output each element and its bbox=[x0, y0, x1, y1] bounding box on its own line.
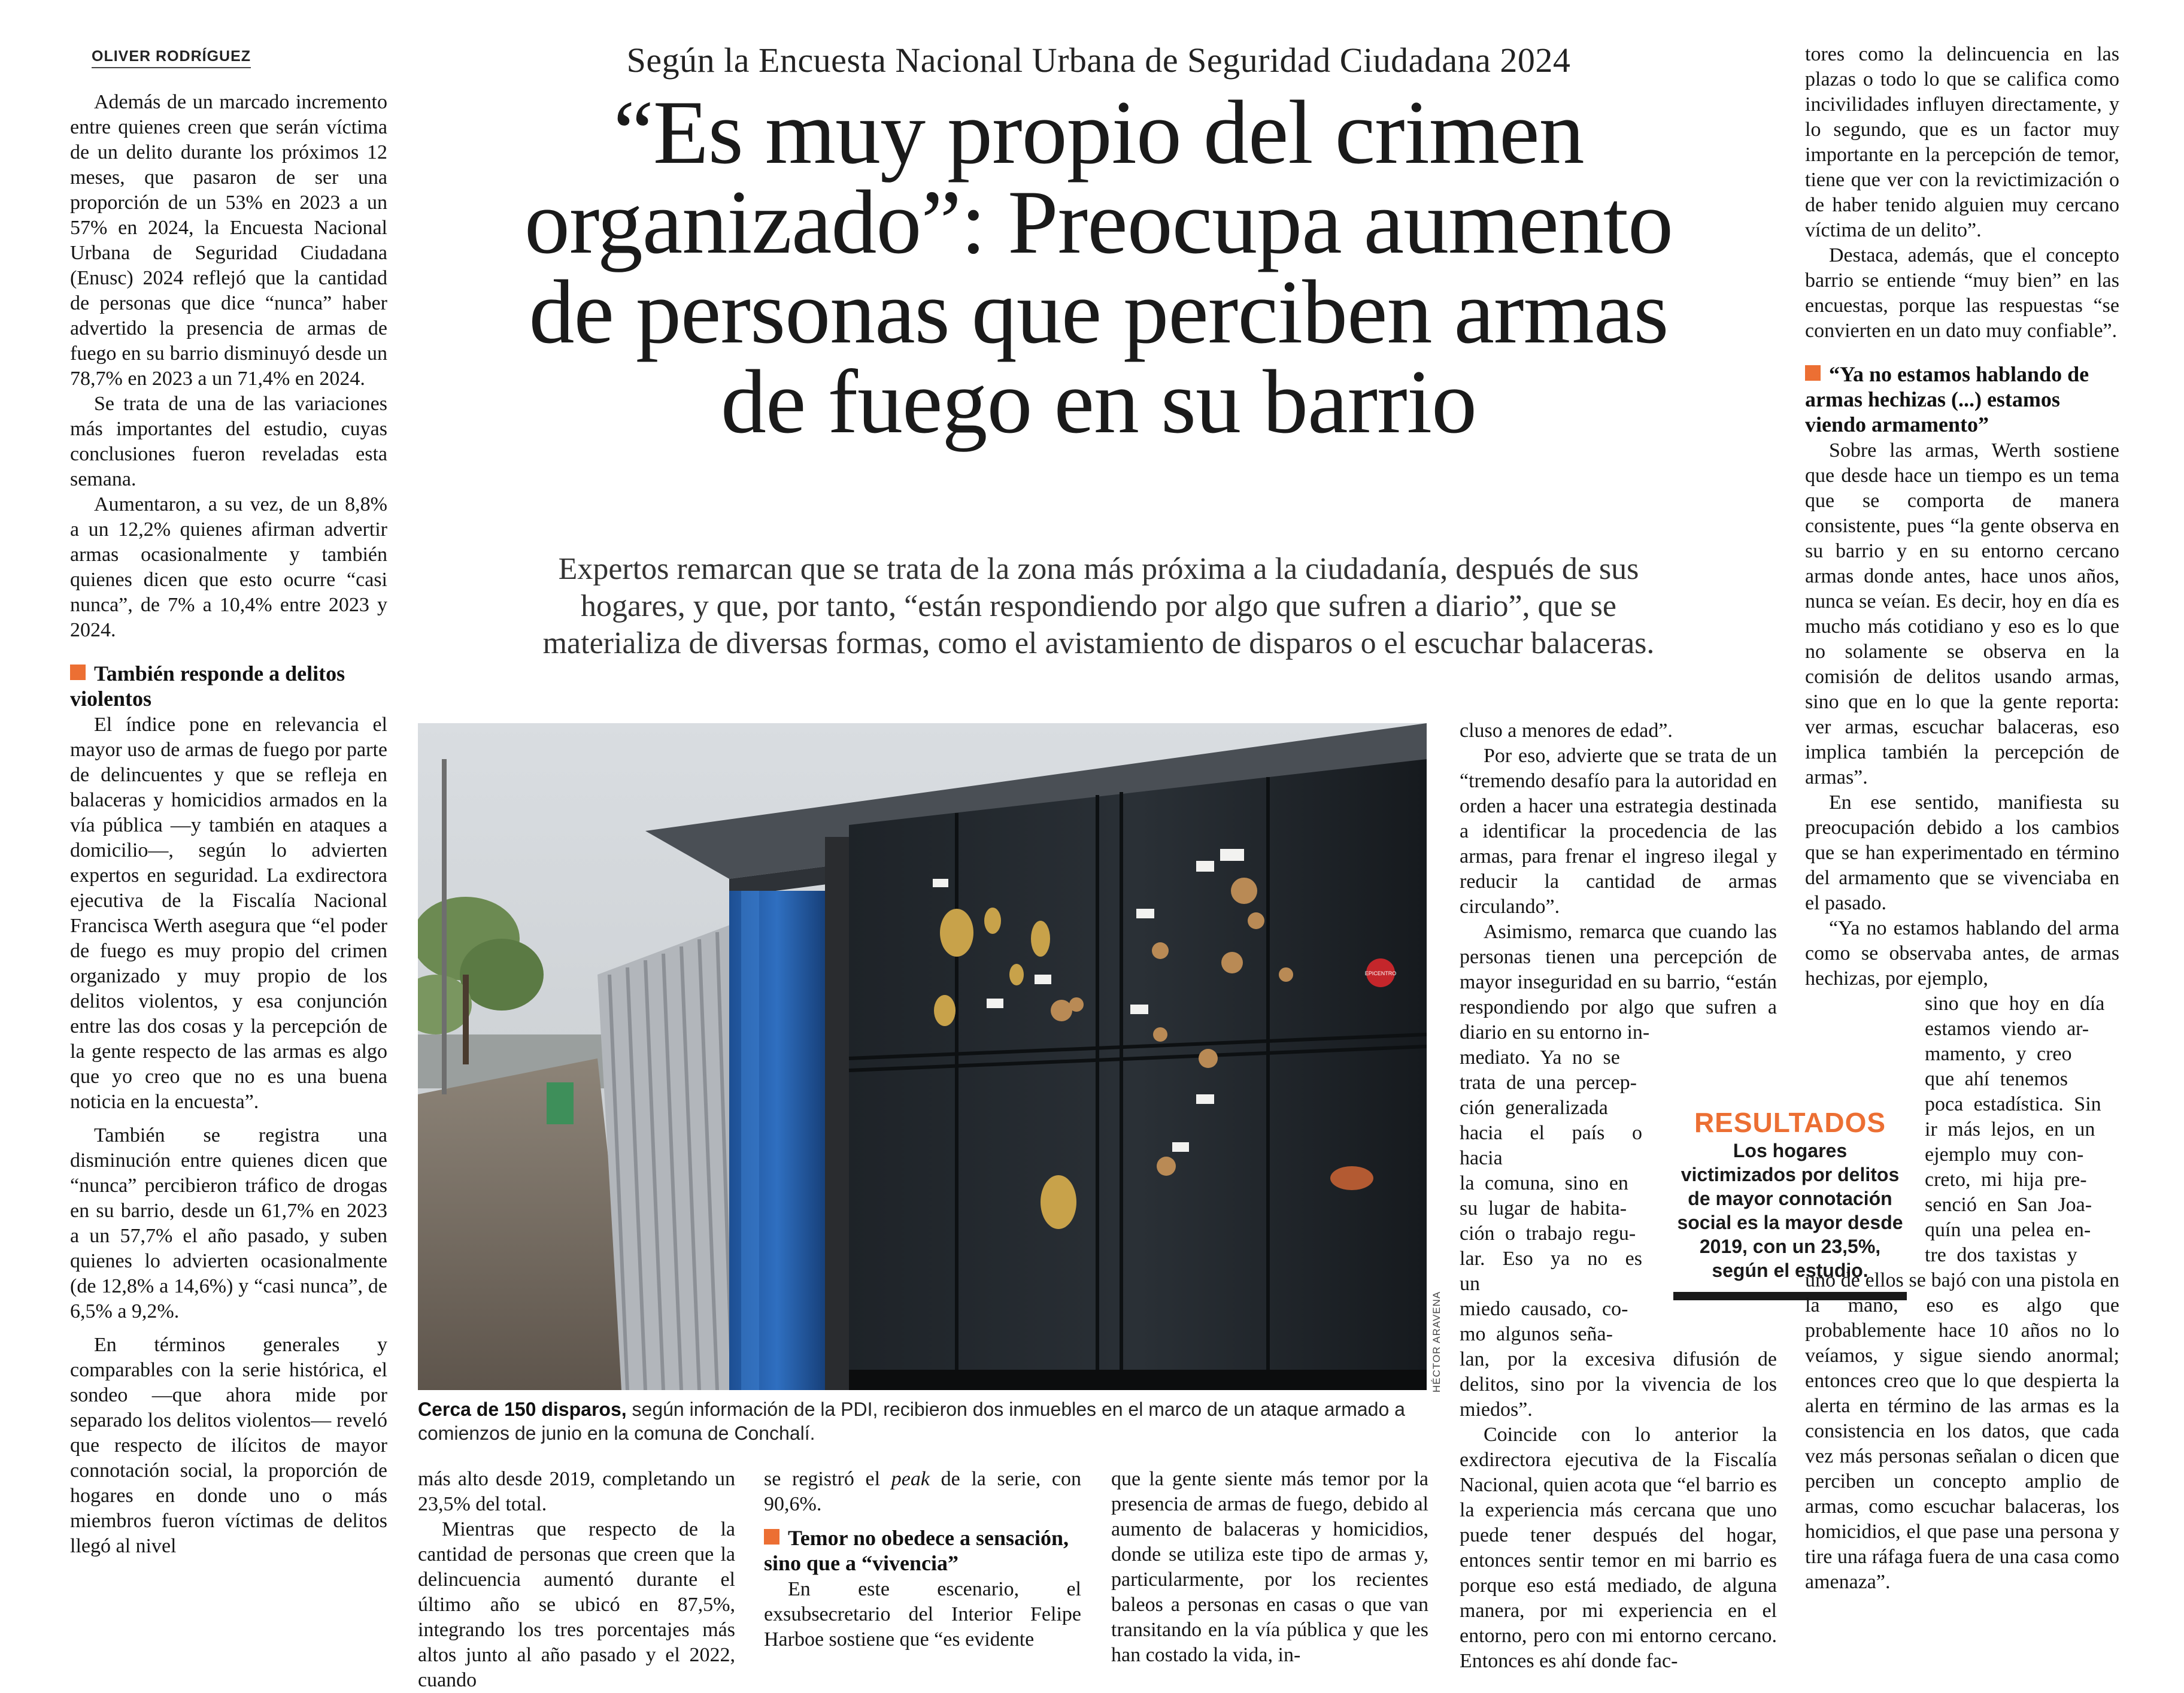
subheading: “Ya no estamos hablando de armas hechizas (...) estamos viendo armamento” bbox=[1805, 362, 2089, 436]
narrow-line: trata de una percep- bbox=[1460, 1072, 1637, 1094]
paragraph: lan, por la excesiva difusión de delitos, sino por la vivencia de los miedos”. bbox=[1460, 1348, 1777, 1421]
narrow-line: lar. Eso ya no es un bbox=[1460, 1248, 1642, 1295]
paragraph: Mientras que respecto de la cantidad de personas que creen que la delincuencia aumentó durante el último año se ubicó en 87,5%, integrando los tres porcentajes más altos junto al año pasado y el 2022, cuando bbox=[418, 1518, 735, 1691]
narrow-line: mediato. Ya no se bbox=[1460, 1046, 1620, 1069]
subheading: También responde a delitos violentos bbox=[70, 662, 345, 711]
paragraph: En ese sentido, manifiesta su preocupación debido a los cambios que se han experimentado en término del armamento que se vivenciaba en el pasado. bbox=[1805, 791, 2119, 914]
narrow-line: senció en San Joa- bbox=[1925, 1194, 2092, 1216]
narrow-line: la comuna, sino en bbox=[1460, 1172, 1628, 1194]
resultados-line: Los hogares bbox=[1733, 1140, 1848, 1161]
headline-line: de fuego en su barrio bbox=[720, 351, 1477, 452]
sign-text: EPICENTRO bbox=[1364, 970, 1397, 976]
headline-line: organizado”: Preocupa aumento bbox=[524, 172, 1673, 272]
deck bbox=[395, 551, 1802, 662]
narrow-line: ir más lejos, en un bbox=[1925, 1118, 2095, 1140]
bullet-square-icon bbox=[1805, 365, 1821, 381]
photo-caption bbox=[418, 1397, 1430, 1445]
resultados-line: victimizados por delitos bbox=[1681, 1164, 1900, 1185]
byline: OLIVER RODRÍGUEZ bbox=[92, 48, 251, 68]
narrow-line: creto, mi hija pre- bbox=[1925, 1169, 2087, 1191]
paragraph: El índice pone en relevancia el mayor uso de armas de fuego por parte de delincuentes y que se refleja en balaceras y homicidios armados en la vía pública —y también en ataques a domicilio—, según lo advierten expertos en seguridad. La exdirectora ejecutiva de la Fiscalía Nacional Francisca Werth asegura que “el poder de fuego es muy propio del crimen organizado y muy propio de los delitos violentos, y esa conjunción entre las dos cosas y la percepción de la gente respecto de las armas es algo que yo creo que no es una buena noticia en la encuesta”. bbox=[70, 714, 387, 1113]
caption-text: según información de la PDI, recibieron dos inmuebles en el marco de un ataque armado a comienzos de junio en la comuna de Conchalí. bbox=[418, 1398, 1405, 1444]
resultados-title: RESULTADOS bbox=[1694, 1107, 1886, 1138]
narrow-line: estamos viendo ar- bbox=[1925, 1018, 2089, 1040]
resultados-line: según el estudio. bbox=[1712, 1260, 1868, 1281]
bullet-square-icon bbox=[70, 665, 86, 680]
narrow-line: que ahí tenemos bbox=[1925, 1068, 2068, 1090]
headline-line: “Es muy propio del crimen bbox=[613, 82, 1584, 183]
photo-credit: HÉCTOR ARAVENA bbox=[1431, 1291, 1442, 1392]
resultados-line: social es la mayor desde bbox=[1677, 1212, 1903, 1233]
column-3 bbox=[764, 1467, 1081, 1652]
deck-line: materializa de diversas formas, como el avistamiento de disparos o el escuchar balaceras. bbox=[542, 626, 1655, 660]
paragraph: se registró el peak de la serie, con 90,6%. bbox=[764, 1468, 1082, 1515]
paragraph: Además de un marcado incremento entre quienes creen que serán víctima de un delito durante los próximos 12 meses, que pasaron de ser una proporción de un 53% en 2023 a un 57% en 2024, la Encuesta Nacional Urbana de Seguridad Ciudadana (Enusc) 2024 reflejó que la cantidad de personas que dice “nunca” haber advertido la presencia de armas de fuego en su barrio disminuyó desde un 78,7% en 2023 a un 71,4% en 2024. bbox=[70, 91, 387, 390]
paragraph: En términos generales y comparables con la serie histórica, el sondeo —que ahora mide por separado los delitos violentos— reveló que respecto de ilícitos de mayor connotación social, la proporción de hogares en donde uno o más miembros fueron víctimas de delitos llegó al nivel bbox=[70, 1334, 387, 1557]
main-photo bbox=[418, 723, 1427, 1390]
narrow-line: ción o trabajo regu- bbox=[1460, 1222, 1636, 1245]
paragraph: También se registra una disminución entre quienes dicen que “nunca” percibieron tráfico de drogas en su barrio, desde un 61,7% en 2023 a un 57,7% el año pasado, y suben quienes lo advierten ocasionalmente (de 12,8% a 14,6%) y “casi nunca”, de 6,5% a 9,2%. bbox=[70, 1124, 387, 1322]
resultados-line: 2019, con un 23,5%, bbox=[1699, 1236, 1881, 1257]
narrow-line: quín una pelea en- bbox=[1925, 1219, 2091, 1241]
resultados-line: de mayor connotación bbox=[1688, 1188, 1892, 1209]
narrow-line: poca estadística. Sin bbox=[1925, 1093, 2101, 1115]
paragraph: Aumentaron, a su vez, de un 8,8% a un 12,2% quienes afirman advertir armas ocasionalmente y también quienes dicen que esto ocurre “casi nunca”, de 7% a 10,4% entre 2023 y 2024. bbox=[70, 493, 387, 641]
narrow-line: sino que hoy en día bbox=[1925, 993, 2105, 1015]
paragraph: En este escenario, el exsubsecretario del Interior Felipe Harboe sostiene que “es evidente bbox=[764, 1578, 1081, 1650]
narrow-line: ejemplo muy con- bbox=[1925, 1143, 2084, 1166]
deck-line: Expertos remarcan que se trata de la zona más próxima a la ciudadanía, después de sus bbox=[558, 552, 1639, 586]
paragraph: Coincide con lo anterior la exdirectora ejecutiva de la Fiscalía Nacional, quien acota que “el barrio es la experiencia más cercana que uno puede tener después del hogar, entonces sentir temor en mi barrio es porque eso está mediado, de alguna manera, por mi experiencia en el entorno, pero con mi entorno cercano. Entonces es ahí donde fac- bbox=[1460, 1424, 1777, 1672]
paragraph: Asimismo, remarca que cuando las personas tienen una percepción de mayor inseguridad en su barrio, “están respondiendo por algo que sufren a diario en su entorno in- bbox=[1460, 921, 1777, 1043]
narrow-line: miedo causado, co- bbox=[1460, 1298, 1628, 1320]
headline-line: de personas que perciben armas bbox=[529, 262, 1669, 362]
column-1 bbox=[70, 90, 387, 1559]
column-6 bbox=[1805, 42, 2119, 1595]
subheading: Temor no obedece a sensación, sino que a “vivencia” bbox=[764, 1526, 1069, 1575]
paragraph: tores como la delincuencia en las plazas o todo lo que se califica como incivilidades influyen directamente, y lo segundo, que es un factor muy importante en la percepción de temor, tiene que ver con la revictimización o de haber tenido alguien muy cercano víctima de un delito”. bbox=[1805, 43, 2119, 241]
paragraph: Se trata de una de las variaciones más importantes del estudio, cuyas conclusiones fueron reveladas esta semana. bbox=[70, 393, 387, 490]
deck-line: hogares, y que, por tanto, “están respondiendo por algo que sufren a diario”, que se bbox=[581, 589, 1616, 623]
paragraph: uno de ellos se bajó con una pistola en la mano, eso es algo que probablemente hace 10 años no lo veíamos, y sigue siendo anormal; entonces creo que lo que despierta la alerta en término de las armas es la consistencia en los datos, que cada vez más personas señalan o dicen que perciben un concepto amplio de armas, como escuchar balaceras, los homicidios, el que pase una persona y tire una ráfaga fuera de una casa como amenaza”. bbox=[1805, 1269, 2119, 1593]
narrow-line: ción generalizada bbox=[1460, 1097, 1608, 1119]
bullet-square-icon bbox=[764, 1529, 779, 1545]
narrow-line: hacia el país o hacia bbox=[1460, 1122, 1642, 1169]
narrow-line: su lugar de habita- bbox=[1460, 1197, 1627, 1219]
paragraph: más alto desde 2019, completando un 23,5% del total. bbox=[418, 1468, 735, 1515]
paragraph: Destaca, además, que el concepto barrio se entiende “muy bien” en las encuestas, porque las respuestas “se convierten en un dato muy confiable”. bbox=[1805, 244, 2119, 342]
paragraph: que la gente siente más temor por la presencia de armas de fuego, debido al aumento de balaceras y homicidios, donde se utiliza este tipo de armas y, particularmente, por los recientes baleos a personas en casas o que van transitando en la vía pública y que les han costado la vida, in- bbox=[1111, 1468, 1428, 1666]
photo-illustration bbox=[418, 723, 1427, 1390]
paragraph: Sobre las armas, Werth sostiene que desde hace un tiempo es un tema que se comporta de manera consistente, pues “la gente observa en su barrio y en su entorno cercano armas donde antes, hace unos años, nunca se veían. Es decir, hoy en día es mucho más cotidiano y eso es lo que no solamente se observa en la comisión de delitos usando armas, sino que en lo que la gente reporta: ver armas, escuchar balaceras, eso implica también la percepción de armas”. bbox=[1805, 439, 2119, 788]
paragraph: “Ya no estamos hablando del arma como se observaba antes, de armas hechizas, por ejemplo, bbox=[1805, 917, 2119, 990]
narrow-line: mamento, y creo bbox=[1925, 1043, 2072, 1065]
caption-bold: Cerca de 150 disparos, bbox=[418, 1398, 627, 1420]
column-4 bbox=[1111, 1467, 1428, 1668]
kicker: Según la Encuesta Nacional Urbana de Seguridad Ciudadana 2024 bbox=[626, 41, 1571, 80]
column-2 bbox=[418, 1467, 735, 1693]
paragraph: Por eso, advierte que se trata de un “tremendo desafío para la autoridad en orden a hacer una estrategia destinada a identificar la procedencia de las armas, para frenar el ingreso ilegal y reducir la cantidad de armas circulando”. bbox=[1460, 745, 1777, 918]
headline bbox=[419, 82, 1778, 452]
paragraph: cluso a menores de edad”. bbox=[1460, 720, 1673, 742]
narrow-line: tre dos taxistas y bbox=[1925, 1244, 2077, 1266]
narrow-line: mo algunos seña- bbox=[1460, 1323, 1613, 1345]
